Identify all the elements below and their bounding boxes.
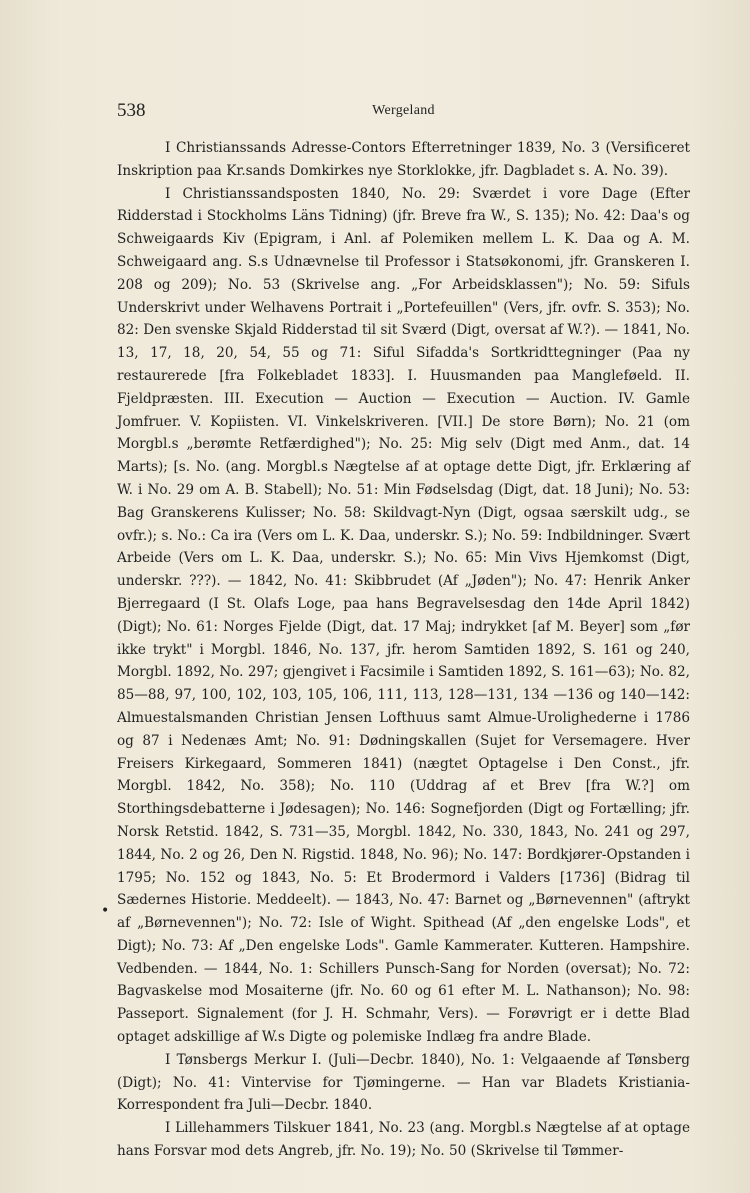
page-body — [117, 137, 690, 1163]
page-number: 538 — [117, 100, 146, 121]
margin-mark: • — [101, 903, 110, 919]
running-head: Wergeland — [372, 103, 435, 118]
paragraph-christianssandsposten: I Christianssandsposten 1840, No. 29: Sværdet i vore Dage (Efter Ridderstad i Stockholms Läns Tidning) (jfr. Breve fra W., S. 135); No. 42: Daa's og Schweigaards Kiv (Epigram, i Anl. af Polemiken mellem L. K. Daa og A. M. Schweigaard ang. S.s Udnævnelse til Professor i Statsøkonomi, jfr. Granskeren I. 208 og 209); No. 53 (Skrivelse ang. „For Arbeidsklassen"); No. 59: Sifuls Underskrivt under Welhavens Portrait i „Portefeuillen" (Vers, jfr. ovfr. S. 353); No. 82: Den svenske Skjald Ridderstad til sit Sværd (Digt, oversat af W.?). — 1841, No. 13, 17, 18, 20, 54, 55 og 71: Siful Sifadda's Sortkridttegninger (Paa ny restaurerede [fra Folkebladet 1833]. I. Huusmanden paa Mangleføeld. II. Fjeldpræsten. III. Execution — Auction — Execution — Auction. IV. Gamle Jomfruer. V. Kopiisten. VI. Vinkelskriveren. [VII.] De store Børn); No. 21 (om Morgbl.s „berømte Retfærdighed"); No. 25: Mig selv (Digt med Anm., dat. 14 Marts); [s. No. (ang. Morgbl.s Nægtelse af at optage dette Digt, jfr. Erklæring af W. i No. 29 om A. B. Stabell); No. 51: Min Fødselsdag (Digt, dat. 18 Juni); No. 53: Bag Granskerens Kulisser; No. 58: Skildvagt-Nyn (Digt, ogsaa særskilt udg., se ovfr.); s. No.: Ca ira (Vers om L. K. Daa, underskr. S.); No. 59: Indbildninger. Svært Arbeide (Vers om L. K. Daa, underskr. S.); No. 65: Min Vivs Hjemkomst (Digt, underskr. ???). — 1842, No. 41: Skibbrudet (Af „Jøden"); No. 47: Henrik Anker Bjerregaard (I St. Olafs Loge, paa hans Begravelsesdag den 14de April 1842) (Digt); No. 61: Norges Fjelde (Digt, dat. 17 Maj; indrykket [af M. Beyer] som „før ikke trykt" i Morgbl. 1846, No. 137, jfr. herom Samtiden 1892, S. 161 og 240, Morgbl. 1892, No. 297; gjengivet i Facsimile i Samtiden 1892, S. 161—63); No. 82, 85—88, 97, 100, 102, 103, 105, 106, 111, 113, 128—131, 134 —136 og 140—142: Almuestalsmanden Christian Jensen Lofthuus samt Almue-Urolighederne i 1786 og 87 i Nedenæs Amt; No. 91: Dødningskallen (Sujet for Versemagere. Hver Freisers Kirkegaard, Sommeren 1841) (nægtet Optagelse i Den Const., jfr. Morgbl. 1842, No. 358); No. 110 (Uddrag af et Brev [fra W.?] om Storthingsdebatterne i Jødesagen); No. 146: Sognefjorden (Digt og Fortælling; jfr. Norsk Retstid. 1842, S. 731—35, Morgbl. 1842, No. 330, 1843, No. 241 og 297, 1844, No. 2 og 26, Den N. Rigstid. 1848, No. 96); No. 147: Bordkjører-Opstanden i 1795; No. 152 og 1843, No. 5: Et Brodermord i Valders [1736] (Bidrag til Sædernes Historie. Meddeelt). — 1843, No. 47: Barnet og „Børnevennen" (aftrykt af „Børnevennen"); No. 72: Isle of Wight. Spithead (Af „den engelske Lods", et Digt); No. 73: Af „Den engelske Lods". Gamle Kammerater. Kutteren. Hampshire. Vedbenden. — 1844, No. 1: Schillers Punsch-Sang for Norden (oversat); No. 72: Bagvaskelse mod Mosaiterne (jfr. No. 60 og 61 efter M. L. Nathanson); No. 98: Passeport. Signalement (for J. H. Schmahr, Vers). — Forøvrigt er i dette Blad optaget adskillige af W.s Digte og polemiske Indlæg fra andre Blade. — [117, 185, 690, 1046]
paragraph-lillehammers-tilskuer: I Lillehammers Tilskuer 1841, No. 23 (ang. Morgbl.s Nægtelse af at optage hans Forsvar mod dets Angreb, jfr. No. 19); No. 50 (Skrivelse til Tømmer- — [117, 1120, 690, 1160]
paragraph-tonsbergs-merkur: I Tønsbergs Merkur I. (Juli—Decbr. 1840), No. 1: Velgaaende af Tønsberg (Digt); No. 41: Vintervise for Tjømingerne. — Han var Bladets Kristiania-Korrespondent fra Juli—Decbr. 1840. — [117, 1051, 690, 1114]
paragraph-christianssands-adresse: I Christianssands Adresse-Contors Efterretninger 1839, No. 3 (Versificeret Inskription paa Kr.sands Domkirkes nye Storklokke, jfr. Dagbladet s. A. No. 39). — [117, 140, 690, 179]
page-header — [117, 100, 690, 126]
